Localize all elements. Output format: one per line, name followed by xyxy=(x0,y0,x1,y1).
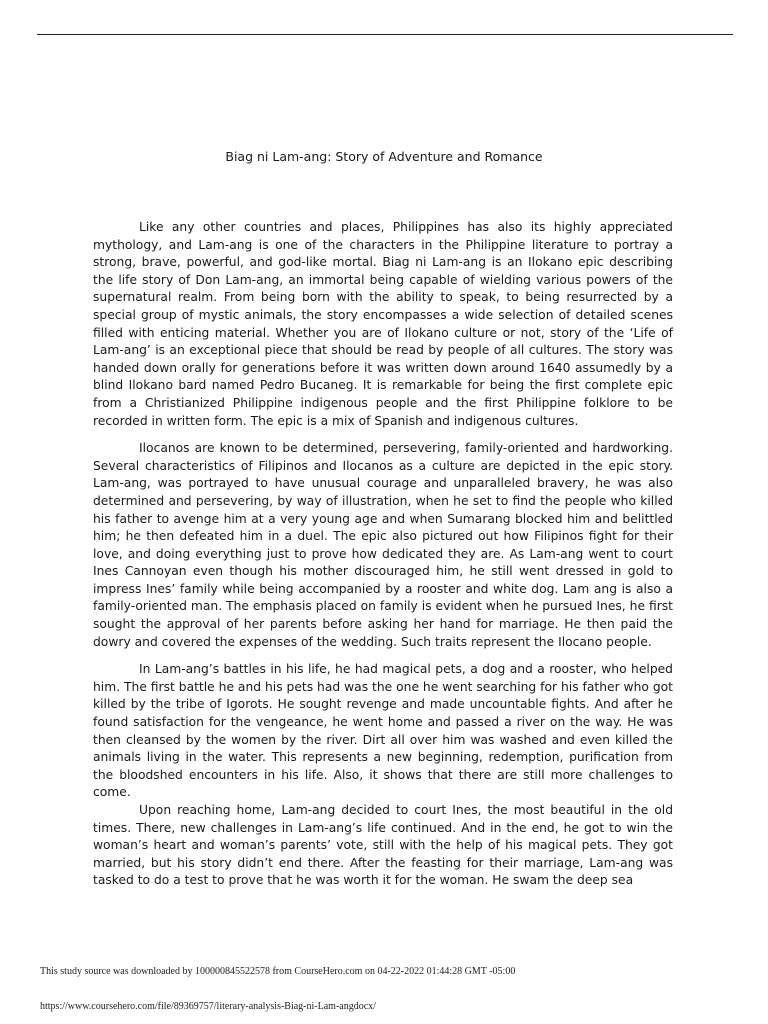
paragraph-4: Upon reaching home, Lam-ang decided to court Ines, the most beautiful in the old times. There, new challenges in Lam-ang’s life continued. And in the end, he got to win the woman’s heart and woman’s parents’ vote, still with the help of his magical pets. They got married, but his story didn’t end there. After the feasting for their marriage, Lam-ang was tasked to do a test to prove that he was worth it for the woman. He swam the deep sea xyxy=(93,803,673,888)
download-note: This study source was downloaded by 100000845522578 from CourseHero.com on 04-22-2022 01:44:28 GMT -05:00 xyxy=(40,966,516,977)
paragraph-1: Like any other countries and places, Philippines has also its highly appreciated mythology, and Lam-ang is one of the characters in the Philippine literature to portray a strong, brave, powerful, and god-like mortal. Biag ni Lam-ang is an Ilokano epic describing the life story of Don Lam-ang, an immortal being capable of wielding various powers of the supernatural realm. From being born with the ability to speak, to being resurrected by a special group of mystic animals, the story encompasses a wide selection of detailed scenes filled with enticing material. Whether you are of Ilokano culture or not, story of the ‘Life of Lam-ang’ is an exceptional piece that should be read by people of all cultures. The story was handed down orally for generations before it was written down around 1640 assumedly by a blind Ilokano bard named Pedro Bucaneg. It is remarkable for being the first complete epic from a Christianized Philippine indigenous people and the first Philippine folklore to be recorded in written form. The epic is a mix of Spanish and indigenous cultures. xyxy=(93,220,673,428)
document-body xyxy=(93,219,673,890)
source-url-link[interactable]: https://www.coursehero.com/file/89369757/literary-analysis-Biag-ni-Lam-angdocx/ xyxy=(40,1001,376,1012)
header-rule xyxy=(37,34,733,35)
paragraph-3: In Lam-ang’s battles in his life, he had magical pets, a dog and a rooster, who helped him. The first battle he and his pets had was the one he went searching for his father who got killed by the tribe of Igorots. He sought revenge and made uncountable fights. And after he found satisfaction for the vengeance, he went home and passed a river on the way. He was then cleansed by the women by the river. Dirt all over him was washed and even killed the animals living in the water. This represents a new beginning, redemption, purification from the bloodshed encounters in his life. Also, it shows that there are still more challenges to come. xyxy=(93,662,673,800)
document-title: Biag ni Lam-ang: Story of Adventure and Romance xyxy=(225,149,543,164)
paragraph-2: Ilocanos are known to be determined, persevering, family-oriented and hardworking. Several characteristics of Filipinos and Ilocanos as a culture are depicted in the epic story. Lam-ang, was portrayed to have unusual courage and unparalleled bravery, he was also determined and persevering, by way of illustration, when he set to find the people who killed his father to avenge him at a very young age and when Sumarang blocked him and belittled him; he then defeated him in a duel. The epic also pictured out how Filipinos fight for their love, and doing everything just to prove how dedicated they are. As Lam-ang went to court Ines Cannoyan even though his mother discouraged him, he still went dressed in gold to impress Ines’ family while being accompanied by a rooster and white dog. Lam ang is also a family-oriented man. The emphasis placed on family is evident when he pursued Ines, he first sought the approval of her parents before asking her hand for marriage. He then paid the dowry and covered the expenses of the wedding. Such traits represent the Ilocano people. xyxy=(93,441,673,649)
